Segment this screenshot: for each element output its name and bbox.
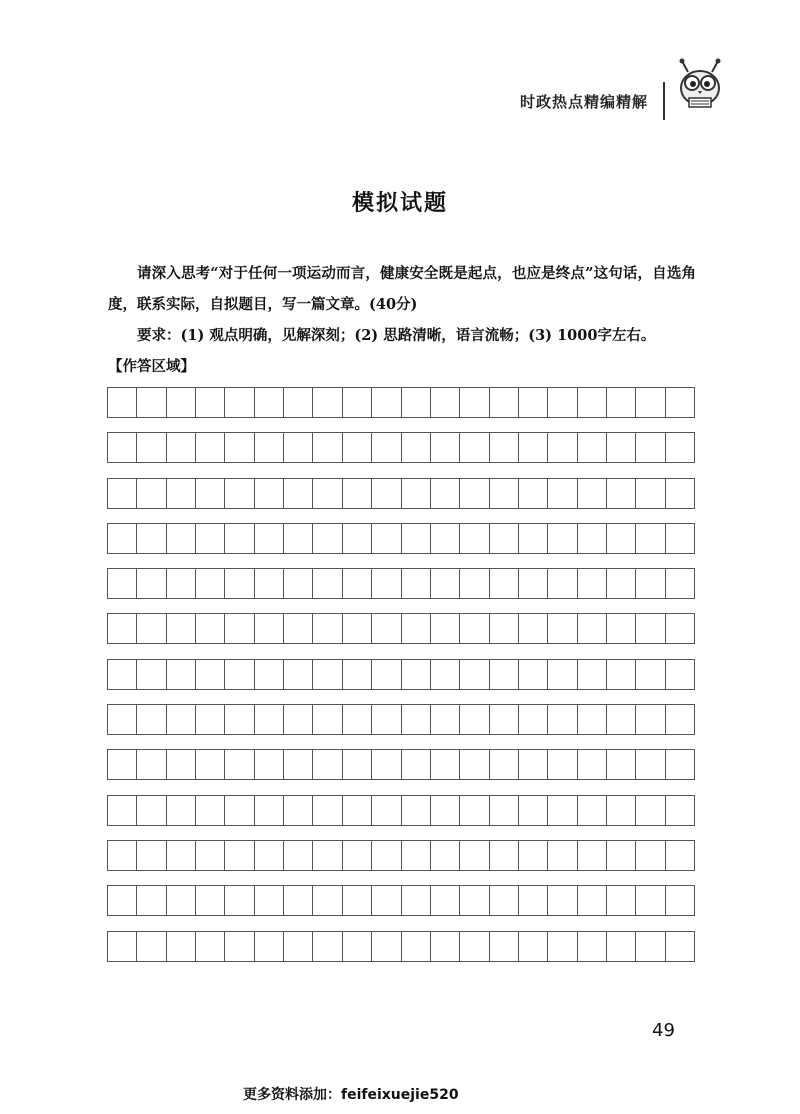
grid-cell[interactable]: [372, 705, 401, 734]
grid-cell[interactable]: [372, 841, 401, 870]
grid-cell[interactable]: [666, 705, 695, 734]
grid-cell[interactable]: [196, 388, 225, 417]
grid-cell[interactable]: [607, 524, 636, 553]
grid-cell[interactable]: [284, 886, 313, 915]
grid-cell[interactable]: [137, 796, 166, 825]
grid-cell[interactable]: [137, 479, 166, 508]
grid-cell[interactable]: [313, 796, 342, 825]
grid-cell[interactable]: [196, 886, 225, 915]
grid-cell[interactable]: [607, 796, 636, 825]
grid-cell[interactable]: [313, 660, 342, 689]
grid-cell[interactable]: [519, 569, 548, 598]
grid-cell[interactable]: [255, 660, 284, 689]
grid-cell[interactable]: [225, 705, 254, 734]
grid-row: [107, 885, 695, 916]
grid-cell[interactable]: [636, 841, 665, 870]
grid-cell[interactable]: [578, 660, 607, 689]
grid-cell[interactable]: [225, 614, 254, 643]
grid-cell[interactable]: [402, 433, 431, 462]
grid-cell[interactable]: [284, 433, 313, 462]
grid-cell[interactable]: [108, 932, 137, 961]
grid-cell[interactable]: [284, 841, 313, 870]
grid-cell[interactable]: [167, 841, 196, 870]
grid-cell[interactable]: [343, 796, 372, 825]
grid-cell[interactable]: [490, 750, 519, 779]
grid-cell[interactable]: [431, 841, 460, 870]
grid-cell[interactable]: [519, 796, 548, 825]
grid-cell[interactable]: [431, 388, 460, 417]
grid-cell[interactable]: [137, 750, 166, 779]
grid-cell[interactable]: [490, 524, 519, 553]
grid-cell[interactable]: [313, 569, 342, 598]
grid-cell[interactable]: [167, 569, 196, 598]
grid-cell[interactable]: [167, 932, 196, 961]
exam-prompt-block: [108, 258, 696, 382]
grid-row: [107, 523, 695, 554]
grid-cell[interactable]: [519, 614, 548, 643]
grid-cell[interactable]: [372, 614, 401, 643]
grid-cell[interactable]: [431, 796, 460, 825]
grid-cell[interactable]: [490, 569, 519, 598]
grid-cell[interactable]: [607, 886, 636, 915]
grid-cell[interactable]: [578, 388, 607, 417]
grid-cell[interactable]: [607, 569, 636, 598]
grid-cell[interactable]: [108, 388, 137, 417]
grid-cell[interactable]: [519, 524, 548, 553]
grid-cell[interactable]: [137, 388, 166, 417]
grid-cell[interactable]: [578, 569, 607, 598]
grid-cell[interactable]: [460, 660, 489, 689]
grid-cell[interactable]: [255, 750, 284, 779]
grid-cell[interactable]: [167, 524, 196, 553]
grid-cell[interactable]: [108, 660, 137, 689]
header-divider: [663, 82, 665, 120]
grid-cell[interactable]: [666, 479, 695, 508]
grid-cell[interactable]: [284, 750, 313, 779]
owl-mascot-icon: [672, 58, 728, 114]
grid-cell[interactable]: [402, 841, 431, 870]
grid-cell[interactable]: [460, 388, 489, 417]
grid-cell[interactable]: [460, 750, 489, 779]
grid-cell[interactable]: [313, 705, 342, 734]
grid-cell[interactable]: [460, 569, 489, 598]
grid-cell[interactable]: [666, 886, 695, 915]
grid-cell[interactable]: [225, 886, 254, 915]
grid-cell[interactable]: [284, 479, 313, 508]
grid-cell[interactable]: [636, 388, 665, 417]
grid-cell[interactable]: [284, 660, 313, 689]
grid-cell[interactable]: [607, 388, 636, 417]
grid-cell[interactable]: [578, 886, 607, 915]
grid-cell[interactable]: [460, 524, 489, 553]
grid-cell[interactable]: [519, 841, 548, 870]
grid-cell[interactable]: [666, 614, 695, 643]
grid-cell[interactable]: [519, 932, 548, 961]
grid-cell[interactable]: [460, 614, 489, 643]
grid-cell[interactable]: [255, 479, 284, 508]
grid-cell[interactable]: [578, 614, 607, 643]
grid-cell[interactable]: [666, 433, 695, 462]
grid-cell[interactable]: [666, 750, 695, 779]
grid-cell[interactable]: [578, 750, 607, 779]
grid-cell[interactable]: [167, 433, 196, 462]
grid-cell[interactable]: [343, 433, 372, 462]
grid-cell[interactable]: [402, 705, 431, 734]
grid-cell[interactable]: [196, 569, 225, 598]
grid-cell[interactable]: [313, 750, 342, 779]
grid-cell[interactable]: [402, 569, 431, 598]
grid-cell[interactable]: [255, 433, 284, 462]
grid-cell[interactable]: [313, 614, 342, 643]
grid-cell[interactable]: [196, 705, 225, 734]
grid-cell[interactable]: [578, 479, 607, 508]
grid-cell[interactable]: [636, 614, 665, 643]
essay-prompt: 请深入思考“对于任何一项运动而言，健康安全既是起点，也应是终点”这句话，自选角度，联系实际，自拟题目，写一篇文章。(40分): [108, 265, 696, 313]
grid-cell[interactable]: [402, 750, 431, 779]
grid-cell[interactable]: [372, 932, 401, 961]
grid-cell[interactable]: [225, 388, 254, 417]
grid-cell[interactable]: [548, 614, 577, 643]
grid-cell[interactable]: [636, 524, 665, 553]
grid-cell[interactable]: [313, 886, 342, 915]
grid-cell[interactable]: [519, 705, 548, 734]
grid-cell[interactable]: [402, 388, 431, 417]
grid-cell[interactable]: [284, 705, 313, 734]
grid-cell[interactable]: [196, 796, 225, 825]
grid-cell[interactable]: [578, 841, 607, 870]
page-number: 49: [652, 1020, 675, 1041]
grid-cell[interactable]: [548, 750, 577, 779]
essay-requirements: 要求：(1) 观点明确，见解深刻；(2) 思路清晰，语言流畅；(3) 1000字左右。: [137, 327, 656, 344]
grid-cell[interactable]: [636, 569, 665, 598]
grid-cell[interactable]: [548, 433, 577, 462]
grid-cell[interactable]: [343, 614, 372, 643]
grid-cell[interactable]: [343, 841, 372, 870]
grid-cell[interactable]: [284, 932, 313, 961]
grid-cell[interactable]: [548, 660, 577, 689]
grid-cell[interactable]: [225, 750, 254, 779]
grid-cell[interactable]: [607, 614, 636, 643]
grid-cell[interactable]: [225, 569, 254, 598]
grid-cell[interactable]: [402, 524, 431, 553]
grid-cell[interactable]: [636, 932, 665, 961]
grid-cell[interactable]: [196, 433, 225, 462]
grid-cell[interactable]: [343, 705, 372, 734]
grid-cell[interactable]: [196, 660, 225, 689]
grid-cell[interactable]: [607, 433, 636, 462]
grid-cell[interactable]: [431, 569, 460, 598]
grid-row: [107, 568, 695, 599]
grid-cell[interactable]: [548, 705, 577, 734]
grid-cell[interactable]: [666, 660, 695, 689]
grid-row: [107, 795, 695, 826]
grid-cell[interactable]: [578, 524, 607, 553]
grid-cell[interactable]: [343, 524, 372, 553]
grid-cell[interactable]: [284, 388, 313, 417]
grid-cell[interactable]: [167, 614, 196, 643]
grid-cell[interactable]: [636, 750, 665, 779]
grid-cell[interactable]: [636, 433, 665, 462]
grid-cell[interactable]: [372, 886, 401, 915]
grid-cell[interactable]: [255, 388, 284, 417]
grid-cell[interactable]: [108, 886, 137, 915]
grid-row: [107, 931, 695, 962]
grid-cell[interactable]: [255, 705, 284, 734]
grid-cell[interactable]: [167, 388, 196, 417]
grid-cell[interactable]: [607, 660, 636, 689]
grid-cell[interactable]: [578, 796, 607, 825]
grid-cell[interactable]: [255, 614, 284, 643]
grid-cell[interactable]: [519, 660, 548, 689]
answer-area-label: 【作答区域】: [108, 358, 195, 375]
grid-cell[interactable]: [431, 614, 460, 643]
grid-cell[interactable]: [255, 841, 284, 870]
grid-cell[interactable]: [313, 479, 342, 508]
grid-cell[interactable]: [402, 479, 431, 508]
grid-cell[interactable]: [196, 841, 225, 870]
grid-cell[interactable]: [372, 796, 401, 825]
grid-cell[interactable]: [284, 796, 313, 825]
exam-title: 模拟试题: [351, 191, 448, 216]
grid-cell[interactable]: [460, 479, 489, 508]
grid-cell[interactable]: [255, 932, 284, 961]
grid-cell[interactable]: [460, 932, 489, 961]
grid-cell[interactable]: [490, 841, 519, 870]
grid-cell[interactable]: [548, 886, 577, 915]
grid-cell[interactable]: [167, 660, 196, 689]
grid-cell[interactable]: [636, 660, 665, 689]
grid-cell[interactable]: [343, 479, 372, 508]
grid-cell[interactable]: [490, 705, 519, 734]
grid-cell[interactable]: [636, 705, 665, 734]
grid-row: [107, 749, 695, 780]
grid-cell[interactable]: [313, 433, 342, 462]
grid-cell[interactable]: [490, 932, 519, 961]
grid-cell[interactable]: [372, 750, 401, 779]
grid-row: [107, 478, 695, 509]
grid-cell[interactable]: [490, 660, 519, 689]
grid-cell[interactable]: [255, 886, 284, 915]
grid-cell[interactable]: [402, 796, 431, 825]
grid-cell[interactable]: [607, 705, 636, 734]
grid-cell[interactable]: [108, 841, 137, 870]
grid-cell[interactable]: [519, 886, 548, 915]
grid-cell[interactable]: [431, 479, 460, 508]
grid-cell[interactable]: [313, 388, 342, 417]
grid-cell[interactable]: [108, 750, 137, 779]
header-section-title: 时政热点精编精解: [520, 93, 649, 111]
grid-cell[interactable]: [225, 479, 254, 508]
grid-cell[interactable]: [137, 886, 166, 915]
grid-cell[interactable]: [372, 660, 401, 689]
grid-cell[interactable]: [196, 750, 225, 779]
grid-cell[interactable]: [460, 841, 489, 870]
grid-cell[interactable]: [519, 750, 548, 779]
grid-cell[interactable]: [372, 479, 401, 508]
grid-cell[interactable]: [548, 524, 577, 553]
grid-cell[interactable]: [313, 841, 342, 870]
grid-cell[interactable]: [548, 796, 577, 825]
grid-cell[interactable]: [402, 932, 431, 961]
grid-cell[interactable]: [402, 886, 431, 915]
grid-cell[interactable]: [137, 524, 166, 553]
grid-cell[interactable]: [225, 932, 254, 961]
grid-cell[interactable]: [490, 886, 519, 915]
grid-cell[interactable]: [607, 750, 636, 779]
grid-cell[interactable]: [137, 932, 166, 961]
grid-cell[interactable]: [343, 569, 372, 598]
grid-cell[interactable]: [196, 932, 225, 961]
grid-cell[interactable]: [548, 388, 577, 417]
grid-cell[interactable]: [108, 705, 137, 734]
grid-row: [107, 613, 695, 644]
grid-cell[interactable]: [225, 841, 254, 870]
grid-cell[interactable]: [460, 433, 489, 462]
grid-cell[interactable]: [578, 705, 607, 734]
grid-cell[interactable]: [225, 524, 254, 553]
grid-cell[interactable]: [372, 524, 401, 553]
grid-cell[interactable]: [167, 750, 196, 779]
grid-cell[interactable]: [284, 569, 313, 598]
grid-cell[interactable]: [343, 660, 372, 689]
grid-cell[interactable]: [490, 614, 519, 643]
grid-cell[interactable]: [666, 524, 695, 553]
grid-cell[interactable]: [548, 841, 577, 870]
grid-cell[interactable]: [255, 569, 284, 598]
grid-cell[interactable]: [137, 433, 166, 462]
grid-cell[interactable]: [343, 388, 372, 417]
grid-cell[interactable]: [548, 569, 577, 598]
grid-cell[interactable]: [460, 886, 489, 915]
grid-cell[interactable]: [284, 524, 313, 553]
grid-cell[interactable]: [431, 932, 460, 961]
grid-cell[interactable]: [372, 388, 401, 417]
grid-cell[interactable]: [313, 932, 342, 961]
grid-row: [107, 704, 695, 735]
grid-cell[interactable]: [666, 796, 695, 825]
grid-cell[interactable]: [108, 524, 137, 553]
grid-cell[interactable]: [343, 750, 372, 779]
grid-row: [107, 840, 695, 871]
footer-note: 更多资料添加：feifeixuejie520: [243, 1087, 459, 1103]
grid-cell[interactable]: [372, 433, 401, 462]
grid-cell[interactable]: [167, 886, 196, 915]
grid-cell[interactable]: [402, 660, 431, 689]
grid-cell[interactable]: [519, 388, 548, 417]
grid-cell[interactable]: [343, 886, 372, 915]
grid-row: [107, 432, 695, 463]
grid-cell[interactable]: [343, 932, 372, 961]
grid-row: [107, 387, 695, 418]
grid-cell[interactable]: [196, 479, 225, 508]
grid-cell[interactable]: [490, 433, 519, 462]
grid-cell[interactable]: [108, 569, 137, 598]
grid-cell[interactable]: [431, 660, 460, 689]
grid-cell[interactable]: [490, 796, 519, 825]
grid-cell[interactable]: [137, 841, 166, 870]
grid-cell[interactable]: [578, 433, 607, 462]
grid-cell[interactable]: [460, 705, 489, 734]
grid-cell[interactable]: [431, 750, 460, 779]
grid-cell[interactable]: [167, 796, 196, 825]
grid-cell[interactable]: [225, 796, 254, 825]
grid-cell[interactable]: [431, 886, 460, 915]
grid-cell[interactable]: [519, 433, 548, 462]
grid-cell[interactable]: [137, 705, 166, 734]
grid-cell[interactable]: [636, 886, 665, 915]
answer-grid[interactable]: [107, 387, 695, 976]
grid-cell[interactable]: [372, 569, 401, 598]
grid-cell[interactable]: [196, 524, 225, 553]
grid-cell[interactable]: [167, 479, 196, 508]
grid-cell[interactable]: [636, 479, 665, 508]
grid-cell[interactable]: [666, 841, 695, 870]
grid-cell[interactable]: [108, 433, 137, 462]
grid-cell[interactable]: [255, 796, 284, 825]
grid-cell[interactable]: [167, 705, 196, 734]
grid-cell[interactable]: [108, 479, 137, 508]
grid-cell[interactable]: [666, 388, 695, 417]
grid-row: [107, 659, 695, 690]
grid-cell[interactable]: [196, 614, 225, 643]
grid-cell[interactable]: [402, 614, 431, 643]
grid-cell[interactable]: [666, 569, 695, 598]
grid-cell[interactable]: [607, 479, 636, 508]
grid-cell[interactable]: [137, 660, 166, 689]
grid-cell[interactable]: [490, 479, 519, 508]
grid-cell[interactable]: [607, 841, 636, 870]
grid-cell[interactable]: [313, 524, 342, 553]
grid-cell[interactable]: [255, 524, 284, 553]
grid-cell[interactable]: [519, 479, 548, 508]
grid-cell[interactable]: [225, 433, 254, 462]
grid-cell[interactable]: [460, 796, 489, 825]
grid-cell[interactable]: [108, 614, 137, 643]
grid-cell[interactable]: [548, 932, 577, 961]
grid-cell[interactable]: [578, 932, 607, 961]
grid-cell[interactable]: [431, 433, 460, 462]
grid-cell[interactable]: [666, 932, 695, 961]
grid-cell[interactable]: [137, 569, 166, 598]
grid-cell[interactable]: [137, 614, 166, 643]
grid-cell[interactable]: [431, 705, 460, 734]
grid-cell[interactable]: [225, 660, 254, 689]
grid-cell[interactable]: [636, 796, 665, 825]
grid-cell[interactable]: [548, 479, 577, 508]
grid-cell[interactable]: [607, 932, 636, 961]
grid-cell[interactable]: [108, 796, 137, 825]
grid-cell[interactable]: [284, 614, 313, 643]
grid-cell[interactable]: [431, 524, 460, 553]
grid-cell[interactable]: [490, 388, 519, 417]
